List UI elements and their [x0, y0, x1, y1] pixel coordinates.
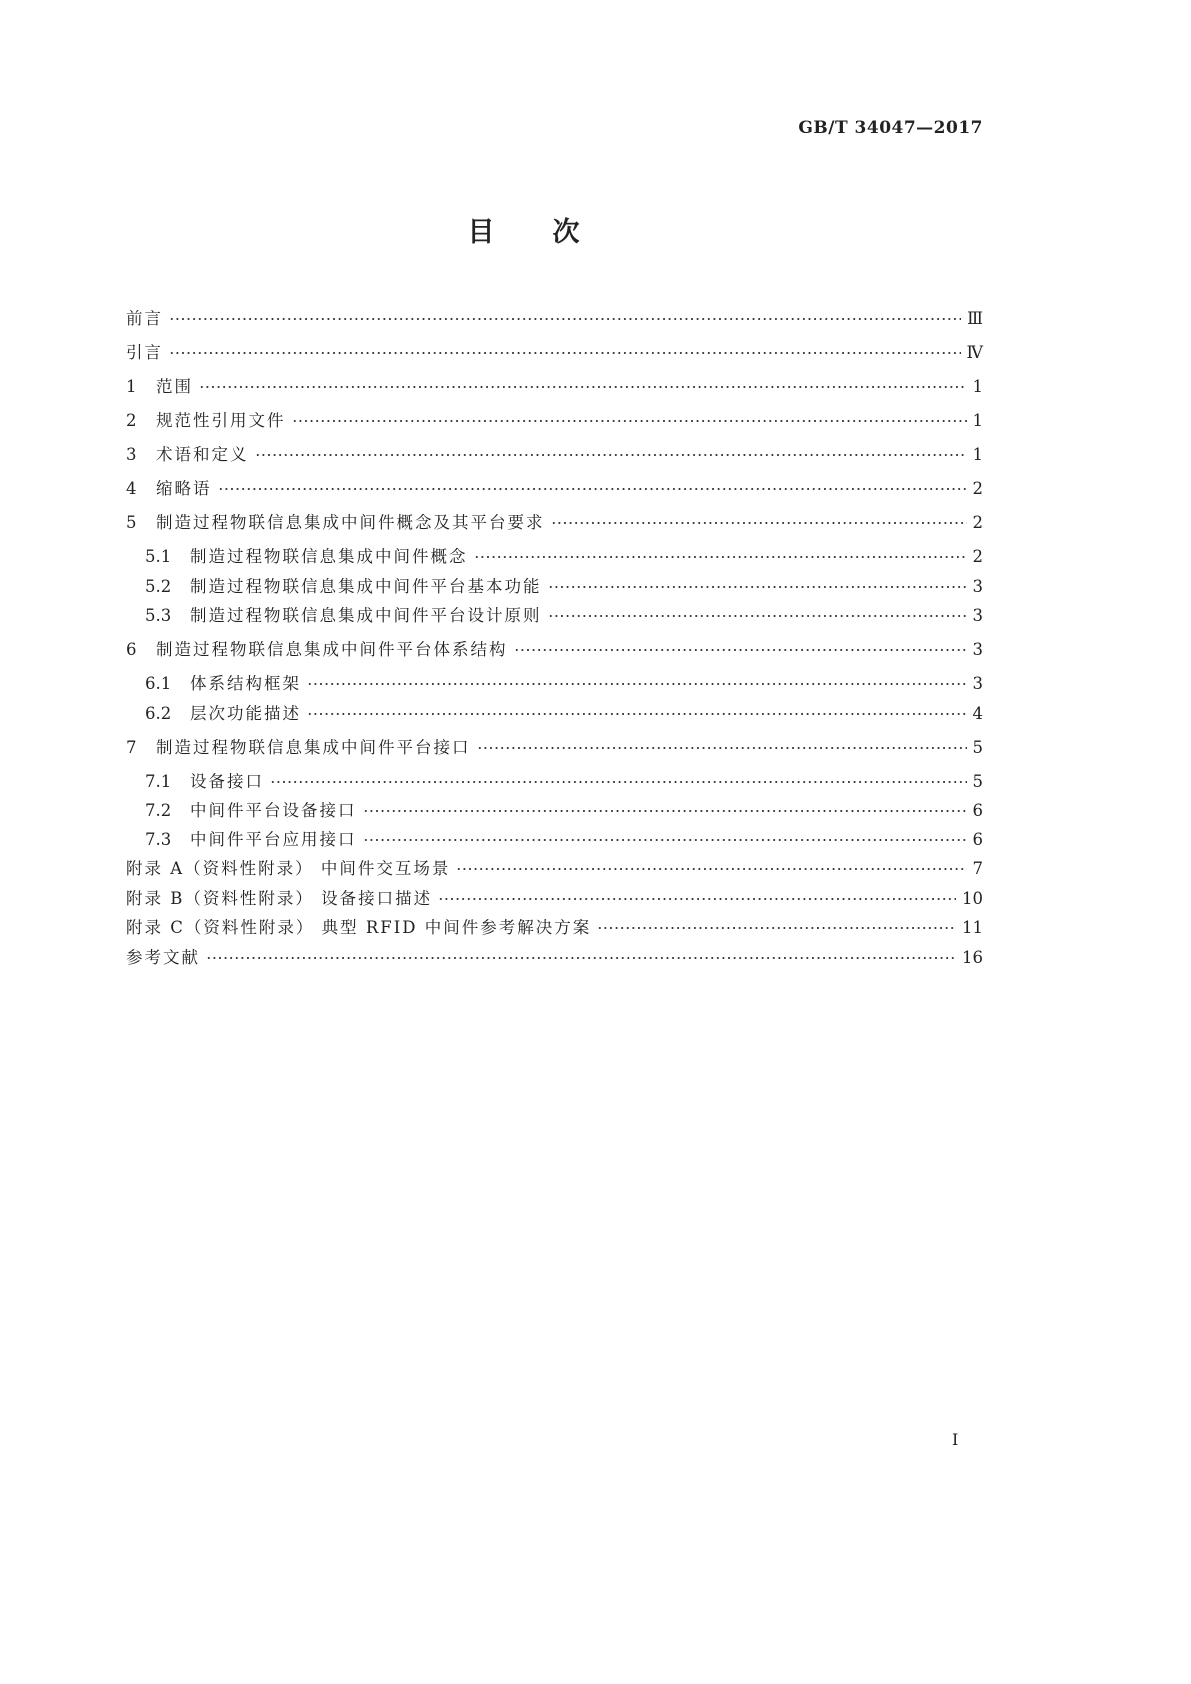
toc-entry-label: 中间件平台设备接口: [190, 801, 357, 820]
toc-entry[interactable]: [126, 855, 983, 877]
dot-leader: [307, 682, 967, 686]
toc-entry-page: 11: [962, 918, 983, 937]
toc-entry-label: 制造过程物联信息集成中间件概念: [190, 547, 468, 566]
toc-entry-number: 3: [126, 445, 137, 464]
toc-entry-label: 附录 B（资料性附录） 设备接口描述: [126, 889, 433, 908]
toc-entry-number: 6.2: [145, 704, 172, 723]
toc-entry-page: 5: [972, 738, 983, 757]
dot-leader: [292, 419, 967, 423]
toc-entry[interactable]: [145, 826, 983, 848]
toc-entry[interactable]: [126, 305, 983, 327]
toc-entry-number: 6.1: [145, 674, 172, 693]
toc-entry-label: 术语和定义: [156, 445, 249, 464]
dot-leader: [474, 555, 967, 559]
dot-leader: [363, 809, 967, 813]
dot-leader: [307, 712, 967, 716]
toc-entry-label: 参考文献: [126, 948, 200, 967]
toc-entry-number: 5: [126, 513, 137, 532]
dot-leader: [477, 746, 967, 750]
toc-entry-label: 范围: [156, 377, 193, 396]
toc-entry-page: Ⅲ: [967, 309, 983, 328]
toc-entry-label: 规范性引用文件: [156, 411, 286, 430]
toc-entry[interactable]: [145, 768, 983, 790]
standard-code: GB/T 34047—2017: [798, 118, 983, 138]
toc-entry-label: 附录 A（资料性附录） 中间件交互场景: [126, 859, 451, 878]
toc-entry-number: 7.3: [145, 830, 172, 849]
toc-entry-page: 3: [972, 606, 983, 625]
toc-entry-number: 4: [126, 479, 137, 498]
toc-entry-page: 1: [972, 377, 983, 396]
toc-entry-label: 缩略语: [156, 479, 212, 498]
toc-entry-label: 体系结构框架: [190, 674, 301, 693]
toc-entry-page: 6: [972, 801, 983, 820]
toc-entry[interactable]: [126, 914, 983, 936]
dot-leader: [514, 648, 967, 652]
toc-entry-page: 2: [972, 547, 983, 566]
toc-entry-page: 4: [972, 704, 983, 723]
toc-entry-page: 2: [972, 479, 983, 498]
toc-entry-label: 中间件平台应用接口: [190, 830, 357, 849]
toc-entry-page: 1: [972, 445, 983, 464]
page-title: 目次: [467, 217, 638, 248]
toc-entry-label: 设备接口: [190, 772, 264, 791]
toc-entry[interactable]: [126, 441, 983, 463]
toc-entry[interactable]: [126, 407, 983, 429]
toc-entry-page: 3: [972, 640, 983, 659]
toc-entry-number: 6: [126, 640, 137, 659]
toc-entry-number: 7.2: [145, 801, 172, 820]
toc-entry[interactable]: [126, 509, 983, 531]
toc-entry-label: 制造过程物联信息集成中间件平台体系结构: [156, 640, 508, 659]
toc-entry-label: 层次功能描述: [190, 704, 301, 723]
toc-entry[interactable]: [126, 475, 983, 497]
dot-leader: [255, 453, 967, 457]
toc-entry-page: 2: [972, 513, 983, 532]
toc-entry[interactable]: [145, 573, 983, 595]
toc-entry[interactable]: [126, 944, 983, 966]
dot-leader: [218, 487, 967, 491]
toc-entry-page: Ⅳ: [966, 343, 983, 362]
toc-entry-number: 5.3: [145, 606, 172, 625]
toc-entry-page: 10: [962, 889, 983, 908]
toc-entry-label: 前言: [126, 309, 163, 328]
toc-entry-number: 7.1: [145, 772, 172, 791]
toc-entry-number: 1: [126, 377, 137, 396]
toc-entry-label: 制造过程物联信息集成中间件概念及其平台要求: [156, 513, 545, 532]
toc-entry-label: 制造过程物联信息集成中间件平台基本功能: [190, 577, 542, 596]
toc-entry[interactable]: [126, 734, 983, 756]
toc-entry-page: 16: [962, 948, 983, 967]
toc-entry[interactable]: [145, 602, 983, 624]
dot-leader: [169, 351, 961, 355]
toc-entry[interactable]: [145, 670, 983, 692]
toc-entry-page: 5: [972, 772, 983, 791]
dot-leader: [206, 956, 956, 960]
toc-entry-page: 7: [972, 859, 983, 878]
toc-entry[interactable]: [145, 543, 983, 565]
dot-leader: [438, 897, 956, 901]
dot-leader: [199, 385, 967, 389]
toc-entry-number: 7: [126, 738, 137, 757]
dot-leader: [597, 926, 956, 930]
toc-entry[interactable]: [126, 636, 983, 658]
dot-leader: [551, 521, 967, 525]
toc-entry-page: 6: [972, 830, 983, 849]
toc-entry-number: 5.2: [145, 577, 172, 596]
dot-leader: [169, 317, 961, 321]
dot-leader: [363, 838, 967, 842]
toc-entry[interactable]: [145, 797, 983, 819]
toc-entry[interactable]: [145, 700, 983, 722]
toc-entry-label: 制造过程物联信息集成中间件平台设计原则: [190, 606, 542, 625]
toc-entry-page: 3: [972, 577, 983, 596]
toc-entry-number: 2: [126, 411, 137, 430]
dot-leader: [270, 780, 967, 784]
toc-entry[interactable]: [126, 339, 983, 361]
page-number: I: [952, 1430, 959, 1449]
dot-leader: [548, 614, 967, 618]
toc-entry-page: 3: [972, 674, 983, 693]
dot-leader: [456, 867, 966, 871]
toc-entry-label: 引言: [126, 343, 163, 362]
toc-entry-page: 1: [972, 411, 983, 430]
toc-entry[interactable]: [126, 885, 983, 907]
toc-entry-label: 附录 C（资料性附录） 典型 RFID 中间件参考解决方案: [126, 918, 592, 937]
toc-entry[interactable]: [126, 373, 983, 395]
dot-leader: [548, 585, 967, 589]
toc-entry-number: 5.1: [145, 547, 172, 566]
toc-entry-label: 制造过程物联信息集成中间件平台接口: [156, 738, 471, 757]
